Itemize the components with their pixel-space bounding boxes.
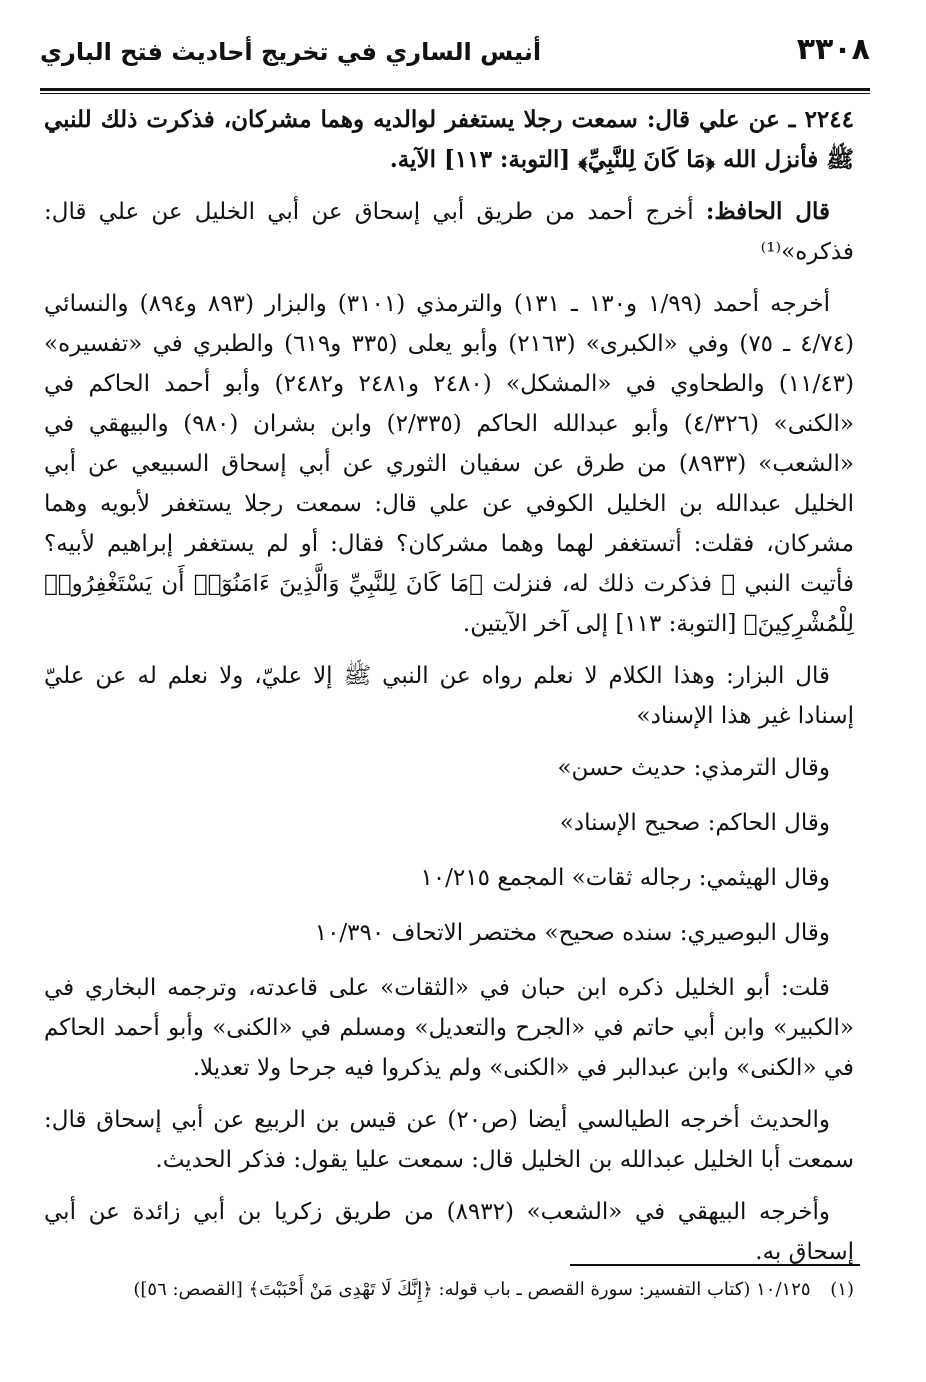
page-number: ٣٣٠٨	[796, 32, 870, 67]
hakim-line: وقال الحاكم: صحيح الإسناد»	[559, 810, 830, 836]
hafiz-paragraph	[44, 192, 854, 272]
bayhaqi-paragraph: وأخرجه البيهقي في «الشعب» (٨٩٣٢) من طريق زكريا بن أبي زائدة عن أبي إسحاق به.	[44, 1199, 854, 1265]
tirmidhi-line: وقال الترمذي: حديث حسن»	[557, 755, 830, 781]
footnote-rule	[570, 1264, 860, 1266]
bazzar-paragraph: قال البزار: وهذا الكلام لا نعلم رواه عن النبي ﷺ إلا عليّ، ولا نعلم له عن عليّ إسنادا غير هذا الإسناد»	[44, 663, 854, 729]
hafiz-text: أخرج أحمد من طريق أبي إسحاق عن أبي الخليل عن علي قال: فذكره»⁽¹⁾	[44, 199, 854, 265]
footnote-number: (١)	[830, 1279, 854, 1300]
main-text	[44, 100, 854, 1284]
tayalisi-paragraph: والحديث أخرجه الطيالسي أيضا (ص٢٠) عن قيس بن الربيع عن أبي إسحاق قال: سمعت أبا الخليل عبدالله بن الخليل قال: سمعت عليا يقول: فذكر الحديث.	[44, 1107, 854, 1173]
haythami-line: وقال الهيثمي: رجاله ثقات» المجمع ١٠/٢١٥	[420, 865, 830, 891]
page-header	[40, 30, 870, 86]
hafiz-label: قال الحافظ:	[705, 198, 831, 225]
footnote	[44, 1276, 854, 1304]
qultu-paragraph: قلت: أبو الخليل ذكره ابن حبان في «الثقات» على قاعدته، وترجمه البخاري في «الكبير» وابن أبي حاتم في «الجرح والتعديل» ومسلم في «الكنى» وأبو أحمد الحاكم في «الكنى» وابن عبدالبر في «الكنى» ولم يذكروا فيه جرحا ولا تعديلا.	[44, 975, 854, 1081]
hadith-text: ٢٢٤٤ ـ عن علي قال: سمعت رجلا يستغفر لوالديه وهما مشركان، فذكرت ذلك للنبي ﷺ فأنزل الله ﴿مَا كَانَ لِلنَّبِيِّ﴾ [التوبة: ١١٣] الآية.	[44, 106, 854, 173]
footnote-text: ١٠/١٢٥ (كتاب التفسير: سورة القصص ـ باب قوله: ﴿إِنَّكَ لَا تَهْدِى مَنْ أَحْبَبْتَ﴾ [القصص: ٥٦])	[133, 1279, 811, 1300]
takhrij-paragraph: أخرجه أحمد (١/٩٩ و١٣٠ ـ ١٣١) والترمذي (٣١٠١) والبزار (٨٩٣ و٨٩٤) والنسائي (٤/٧٤ ـ ٧٥) وفي «الكبرى» (٢١٦٣) وأبو يعلى (٣٣٥ و٦١٩) والطبري في «تفسيره» (١١/٤٣) والطحاوي في «المشكل» (٢٤٨٠ و٢٤٨١ و٢٤٨٢) وأبو أحمد الحاكم في «الكنى» (٤/٣٢٦) وأبو عبدالله الحاكم (٢/٣٣٥) وابن بشران (٩٨٠) والبيهقي في «الشعب» (٨٩٣٣) من طرق عن سفيان الثوري عن أبي إسحاق السبيعي عن أبي الخليل عبدالله بن الخليل الكوفي عن علي قال: سمعت رجلا يستغفر لأبويه وهما مشركان، فقلت: أتستغفر لهما وهما مشركان؟ فقال: أو لم يستغفر إبراهيم لأبيه؟ فأتيت النبي ﷺ فذكرت ذلك له، فنزلت ﴿مَا كَانَ لِلنَّبِيِّ وَالَّذِينَ ءَامَنُوٓا۟ أَن يَسْتَغْفِرُوا۟ لِلْمُشْرِكِينَ﴾ [التوبة: ١١٣] إلى آخر الآيتين.	[44, 291, 855, 637]
header-rule	[40, 88, 870, 91]
header-rule-thin	[40, 93, 870, 94]
busiri-line: وقال البوصيري: سنده صحيح» مختصر الاتحاف ١٠/٣٩٠	[314, 920, 830, 946]
book-title: أنيس الساري في تخريج أحاديث فتح الباري	[40, 38, 542, 66]
